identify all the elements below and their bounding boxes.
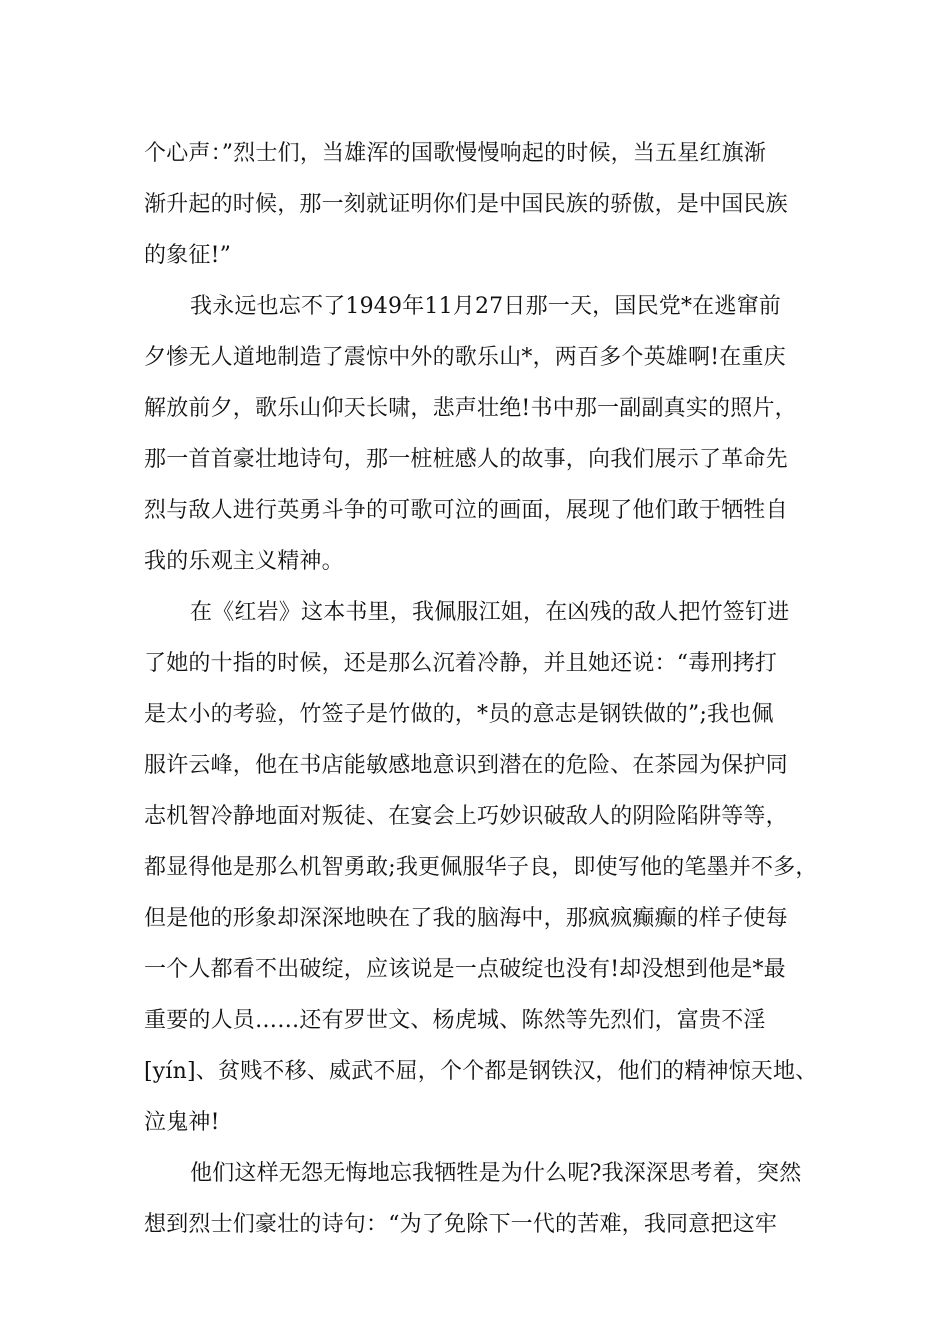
- text-line: [yín]、贫贱不移、威武不屈，个个都是钢铁汉，他们的精神惊天地、: [144, 1059, 818, 1084]
- text-line: 重要的人员……还有罗世文、杨虎城、陈然等先烈们，富贵不淫: [144, 1008, 766, 1033]
- text-line: 的象征!”: [144, 243, 232, 268]
- text-line: 渐升起的时候，那一刻就证明你们是中国民族的骄傲，是中国民族: [144, 192, 788, 217]
- text-line: 解放前夕，歌乐山仰天长啸，悲声壮绝!书中那一副副真实的照片，: [144, 396, 797, 421]
- paragraph-start-line: 他们这样无怨无悔地忘我牺牲是为什么呢?我深深思考着，突然: [190, 1161, 802, 1186]
- paragraph-start-line: 我永远也忘不了1949年11月27日那一天，国民党*在逃窜前: [190, 294, 781, 319]
- body-text: [144, 128, 824, 1250]
- text-line: 我的乐观主义精神。: [144, 549, 344, 574]
- text-line: 都显得他是那么机智勇敢;我更佩服华子良，即使写他的笔墨并不多，: [144, 855, 818, 880]
- text-line: 但是他的形象却深深地映在了我的脑海中，那疯疯癫癫的样子使每: [144, 906, 788, 931]
- text-line: 了她的十指的时候，还是那么沉着冷静，并且她还说：“毒刑拷打: [144, 651, 778, 676]
- text-line: 想到烈士们豪壮的诗句：“为了免除下一代的苦难，我同意把这牢: [144, 1212, 778, 1237]
- text-line: 志机智冷静地面对叛徒、在宴会上巧妙识破敌人的阴险陷阱等等，: [144, 804, 788, 829]
- text-line: 那一首首豪壮地诗句，那一桩桩感人的故事，向我们展示了革命先: [144, 447, 788, 472]
- text-line: 是太小的考验，竹签子是竹做的，*员的意志是钢铁做的”;我也佩: [144, 702, 774, 727]
- text-line: 夕惨无人道地制造了震惊中外的歌乐山*，两百多个英雄啊!在重庆: [144, 345, 786, 370]
- text-line: 泣鬼神!: [144, 1110, 220, 1135]
- text-line: 个心声：”烈士们，当雄浑的国歌慢慢响起的时候，当五星红旗渐: [144, 141, 767, 166]
- paragraph-start-line: 在《红岩》这本书里，我佩服江姐，在凶残的敌人把竹签钉进: [190, 600, 790, 625]
- text-line: 烈与敌人进行英勇斗争的可歌可泣的画面，展现了他们敢于牺牲自: [144, 498, 788, 523]
- text-line: 一个人都看不出破绽，应该说是一点破绽也没有!却没想到他是*最: [144, 957, 786, 982]
- text-line: 服许云峰，他在书店能敏感地意识到潜在的危险、在茶园为保护同: [144, 753, 788, 778]
